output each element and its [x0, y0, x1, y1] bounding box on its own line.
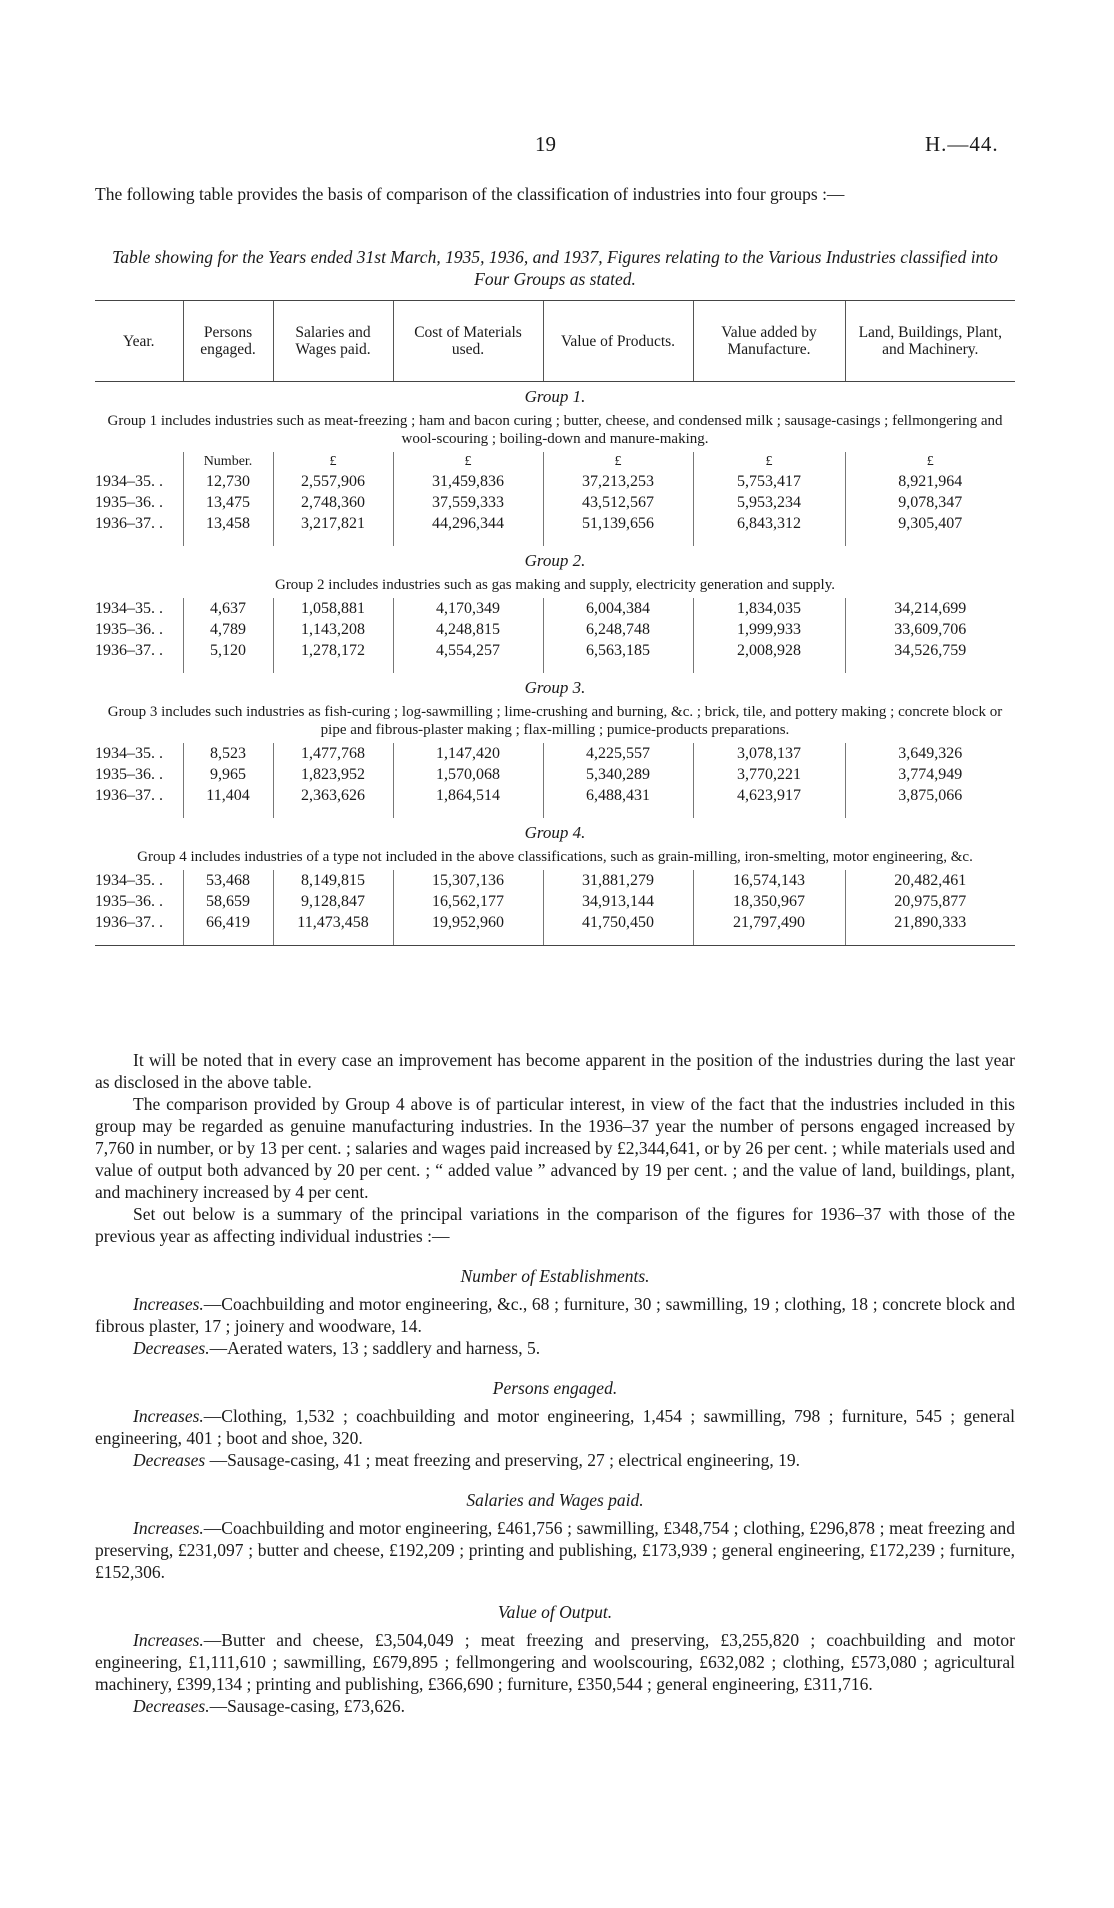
entry-label: Increases. — [133, 1630, 204, 1650]
value-cell: 53,468 — [183, 870, 273, 891]
variation-entry — [95, 1517, 1015, 1583]
entry-text: —Clothing, 1,532 ; coachbuilding and motor engineering, 1,454 ; sawmilling, 798 ; furniture, 545 ; general engineering, 401 ; boot and shoe, 320. — [95, 1406, 1015, 1448]
spacer-row — [95, 661, 1015, 673]
value-cell: 11,404 — [183, 785, 273, 806]
value-cell: 9,305,407 — [845, 513, 1015, 534]
value-cell: 3,078,137 — [693, 743, 845, 764]
group-description-row — [95, 703, 1015, 743]
value-cell: 8,523 — [183, 743, 273, 764]
value-cell: 11,473,458 — [273, 912, 393, 933]
table-row — [95, 492, 1015, 513]
value-cell: 1,999,933 — [693, 619, 845, 640]
spacer-cell — [95, 661, 183, 673]
entry-label: Increases. — [133, 1406, 204, 1426]
section-heading: Persons engaged. — [492, 1378, 618, 1398]
page-header — [0, 132, 1114, 162]
year-cell: 1935–36. . — [95, 766, 163, 783]
column-header: Value added by Manufacture. — [693, 301, 845, 382]
year-cell: 1936–37. . — [95, 515, 163, 532]
value-cell: 1,058,881 — [273, 598, 393, 619]
value-cell: 4,170,349 — [393, 598, 543, 619]
group-title-row — [95, 382, 1015, 413]
value-cell: 8,149,815 — [273, 870, 393, 891]
value-cell: 66,419 — [183, 912, 273, 933]
table-row — [95, 598, 1015, 619]
value-cell: 19,952,960 — [393, 912, 543, 933]
spacer-row — [95, 806, 1015, 818]
value-cell: 3,770,221 — [693, 764, 845, 785]
value-cell: 5,340,289 — [543, 764, 693, 785]
spacer-cell — [845, 806, 1015, 818]
spacer-cell — [393, 661, 543, 673]
value-cell: 21,797,490 — [693, 912, 845, 933]
spacer-cell — [543, 806, 693, 818]
value-cell: 2,363,626 — [273, 785, 393, 806]
body-paragraph: It will be noted that in every case an improvement has become apparent in the position of the industries during the last year as disclosed in the above table. — [95, 1050, 1015, 1092]
group-title: Group 2. — [524, 551, 586, 570]
entry-label: Decreases. — [133, 1338, 210, 1358]
value-cell: 51,139,656 — [543, 513, 693, 534]
group-description: Group 2 includes industries such as gas making and supply, electricity generation and supply. — [274, 577, 836, 593]
entry-label: Increases. — [133, 1518, 204, 1538]
value-cell: 6,488,431 — [543, 785, 693, 806]
unit-cell: £ — [845, 452, 1015, 471]
variation-entry — [95, 1695, 1015, 1717]
variation-entry — [95, 1449, 1015, 1471]
value-cell: 16,562,177 — [393, 891, 543, 912]
table-row — [95, 743, 1015, 764]
entry-text: —Sausage-casing, £73,626. — [209, 1696, 406, 1716]
value-cell: 31,459,836 — [393, 471, 543, 492]
value-cell: 16,574,143 — [693, 870, 845, 891]
year-cell: 1935–36. . — [95, 621, 163, 638]
unit-cell: £ — [273, 452, 393, 471]
group-description: Group 4 includes industries of a type not included in the above classifications, such as grain-milling, iron-smelting, motor engineering, &c. — [137, 849, 973, 865]
intro-paragraph: The following table provides the basis of comparison of the classification of industries into four groups :— — [95, 184, 845, 204]
spacer-cell — [845, 933, 1015, 946]
value-cell: 6,004,384 — [543, 598, 693, 619]
spacer-cell — [95, 534, 183, 546]
column-header: Value of Products. — [543, 301, 693, 382]
entry-text: —Aerated waters, 13 ; saddlery and harness, 5. — [209, 1338, 541, 1358]
value-cell: 58,659 — [183, 891, 273, 912]
year-cell: 1934–35. . — [95, 473, 163, 490]
group-title: Group 3. — [524, 678, 586, 697]
paper-reference: H.—44. — [925, 132, 999, 156]
unit-cell: £ — [693, 452, 845, 471]
variation-entry — [95, 1629, 1015, 1695]
table-row — [95, 619, 1015, 640]
entry-text: —Sausage-casing, 41 ; meat freezing and preserving, 27 ; electrical engineering, 19. — [205, 1450, 801, 1470]
column-header: Persons engaged. — [183, 301, 273, 382]
value-cell: 4,789 — [183, 619, 273, 640]
year-cell: 1934–35. . — [95, 600, 163, 617]
value-cell: 2,748,360 — [273, 492, 393, 513]
year-cell: 1935–36. . — [95, 494, 163, 511]
value-cell: 34,214,699 — [845, 598, 1015, 619]
spacer-cell — [183, 806, 273, 818]
year-cell: 1935–36. . — [95, 893, 163, 910]
value-cell: 33,609,706 — [845, 619, 1015, 640]
table-header-row — [95, 301, 1015, 382]
value-cell: 3,217,821 — [273, 513, 393, 534]
entry-text: —Coachbuilding and motor engineering, &c., 68 ; furniture, 30 ; sawmilling, 19 ; clothing, 18 ; concrete block and fibrous plaster, 17 ; joinery and woodware, 14. — [95, 1294, 1015, 1336]
entry-text: —Butter and cheese, £3,504,049 ; meat freezing and preserving, £3,255,820 ; coachbuilding and motor engineering, £1,111,610 ; sawmilling, £679,895 ; fellmongering and woolscouring, £632,082 ; clothing, £573,080 ; agricultural machinery, £399,134 ; printing and publishing, £366,690 ; furniture, £350,544 ; general engineering, £311,716. — [95, 1630, 1015, 1694]
table-row — [95, 764, 1015, 785]
spacer-cell — [273, 534, 393, 546]
spacer-cell — [543, 933, 693, 946]
value-cell: 1,570,068 — [393, 764, 543, 785]
value-cell: 31,881,279 — [543, 870, 693, 891]
table-caption: Table showing for the Years ended 31st March, 1935, 1936, and 1937, Figures relating to the Various Industries classified into Four Groups as stated. — [112, 247, 998, 289]
value-cell: 6,843,312 — [693, 513, 845, 534]
column-header: Salaries and Wages paid. — [273, 301, 393, 382]
value-cell: 5,753,417 — [693, 471, 845, 492]
units-row — [95, 452, 1015, 471]
entry-label: Decreases. — [133, 1696, 210, 1716]
group-description-row — [95, 848, 1015, 870]
industry-groups-table — [95, 300, 1015, 946]
table-row — [95, 785, 1015, 806]
value-cell: 20,482,461 — [845, 870, 1015, 891]
spacer-cell — [183, 534, 273, 546]
value-cell: 3,649,326 — [845, 743, 1015, 764]
value-cell: 15,307,136 — [393, 870, 543, 891]
year-cell: 1936–37. . — [95, 642, 163, 659]
section-heading: Value of Output. — [497, 1602, 613, 1622]
unit-cell: £ — [543, 452, 693, 471]
spacer-cell — [95, 806, 183, 818]
spacer-row — [95, 534, 1015, 546]
spacer-cell — [183, 661, 273, 673]
value-cell: 12,730 — [183, 471, 273, 492]
value-cell: 1,147,420 — [393, 743, 543, 764]
group-title-row — [95, 818, 1015, 848]
spacer-cell — [183, 933, 273, 946]
value-cell: 8,921,964 — [845, 471, 1015, 492]
value-cell: 37,213,253 — [543, 471, 693, 492]
spacer-cell — [543, 661, 693, 673]
spacer-cell — [693, 933, 845, 946]
table-row — [95, 870, 1015, 891]
value-cell: 9,128,847 — [273, 891, 393, 912]
section-heading: Number of Establishments. — [460, 1266, 650, 1286]
value-cell: 43,512,567 — [543, 492, 693, 513]
value-cell: 34,913,144 — [543, 891, 693, 912]
spacer-cell — [393, 806, 543, 818]
spacer-cell — [693, 534, 845, 546]
table-row — [95, 471, 1015, 492]
spacer-cell — [273, 933, 393, 946]
spacer-cell — [393, 933, 543, 946]
page-number: 19 — [535, 132, 556, 156]
value-cell: 1,864,514 — [393, 785, 543, 806]
value-cell: 4,248,815 — [393, 619, 543, 640]
value-cell: 1,477,768 — [273, 743, 393, 764]
entry-label: Increases. — [133, 1294, 204, 1314]
table-row — [95, 891, 1015, 912]
value-cell: 3,774,949 — [845, 764, 1015, 785]
spacer-cell — [693, 806, 845, 818]
value-cell: 1,823,952 — [273, 764, 393, 785]
value-cell: 3,875,066 — [845, 785, 1015, 806]
value-cell: 18,350,967 — [693, 891, 845, 912]
value-cell: 13,458 — [183, 513, 273, 534]
value-cell: 44,296,344 — [393, 513, 543, 534]
group-title: Group 1. — [524, 387, 586, 406]
spacer-cell — [845, 661, 1015, 673]
table-row — [95, 513, 1015, 534]
group-description-row — [95, 412, 1015, 452]
variation-entry — [95, 1293, 1015, 1337]
column-header: Land, Buildings, Plant, and Machinery. — [845, 301, 1015, 382]
value-cell: 9,078,347 — [845, 492, 1015, 513]
value-cell: 41,750,450 — [543, 912, 693, 933]
value-cell: 5,953,234 — [693, 492, 845, 513]
spacer-cell — [845, 534, 1015, 546]
spacer-cell — [393, 534, 543, 546]
spacer-cell — [693, 661, 845, 673]
entry-label: Decreases — [133, 1450, 206, 1470]
year-cell: 1936–37. . — [95, 914, 163, 931]
variation-entry — [95, 1337, 1015, 1359]
commentary — [95, 1049, 1015, 1717]
unit-cell: £ — [393, 452, 543, 471]
value-cell: 34,526,759 — [845, 640, 1015, 661]
group-title: Group 4. — [524, 823, 586, 842]
entry-text: —Coachbuilding and motor engineering, £461,756 ; sawmilling, £348,754 ; clothing, £296,878 ; meat freezing and preserving, £231,097 ; butter and cheese, £192,209 ; printing and publishing, £173,939 ; general engineering, £172,239 ; furniture, £152,306. — [95, 1518, 1015, 1582]
value-cell: 9,965 — [183, 764, 273, 785]
body-paragraph: Set out below is a summary of the principal variations in the comparison of the figures for 1936–37 with those of the previous year as affecting individual industries :— — [95, 1204, 1015, 1246]
value-cell: 4,623,917 — [693, 785, 845, 806]
year-cell: 1934–35. . — [95, 872, 163, 889]
body-paragraph: The comparison provided by Group 4 above is of particular interest, in view of the fact that the industries included in this group may be regarded as genuine manufacturing industries. In the 1936–37 year the number of persons engaged increased by 7,760 in number, or by 13 per cent. ; salaries and wages paid increased by £2,344,641, or by 26 per cent. ; while materials used and value of output both advanced by 20 per cent. ; “ added value ” advanced by 19 per cent. ; and the value of land, buildings, plant, and machinery increased by 4 per cent. — [95, 1094, 1015, 1202]
group-title-row — [95, 546, 1015, 576]
spacer-cell — [543, 534, 693, 546]
variation-entry — [95, 1405, 1015, 1449]
spacer-cell — [273, 661, 393, 673]
spacer-row — [95, 933, 1015, 946]
value-cell: 2,008,928 — [693, 640, 845, 661]
value-cell: 20,975,877 — [845, 891, 1015, 912]
value-cell: 1,278,172 — [273, 640, 393, 661]
value-cell: 5,120 — [183, 640, 273, 661]
value-cell: 21,890,333 — [845, 912, 1015, 933]
value-cell: 1,143,208 — [273, 619, 393, 640]
spacer-cell — [273, 806, 393, 818]
unit-cell: Number. — [183, 452, 273, 471]
group-description: Group 1 includes industries such as meat-freezing ; ham and bacon curing ; butter, cheese, and condensed milk ; sausage-casings ; fellmongering and wool-scouring ; boiling-down and manure-making. — [107, 413, 1003, 447]
value-cell: 6,248,748 — [543, 619, 693, 640]
value-cell: 4,225,557 — [543, 743, 693, 764]
table-row — [95, 912, 1015, 933]
year-cell: 1934–35. . — [95, 745, 163, 762]
value-cell: 2,557,906 — [273, 471, 393, 492]
group-title-row — [95, 673, 1015, 703]
group-description: Group 3 includes such industries as fish-curing ; log-sawmilling ; lime-crushing and burning, &c. ; brick, tile, and pottery making ; concrete block or pipe and fibrous-plaster making ; flax-milling ; pumice-products preparations. — [107, 704, 1003, 738]
value-cell: 1,834,035 — [693, 598, 845, 619]
value-cell: 37,559,333 — [393, 492, 543, 513]
value-cell: 4,554,257 — [393, 640, 543, 661]
column-header: Cost of Materials used. — [393, 301, 543, 382]
unit-cell — [95, 452, 183, 471]
section-heading: Salaries and Wages paid. — [466, 1490, 644, 1510]
value-cell: 13,475 — [183, 492, 273, 513]
year-cell: 1936–37. . — [95, 787, 163, 804]
group-description-row — [95, 576, 1015, 598]
value-cell: 4,637 — [183, 598, 273, 619]
spacer-cell — [95, 933, 183, 946]
column-header: Year. — [95, 301, 183, 382]
table-row — [95, 640, 1015, 661]
value-cell: 6,563,185 — [543, 640, 693, 661]
